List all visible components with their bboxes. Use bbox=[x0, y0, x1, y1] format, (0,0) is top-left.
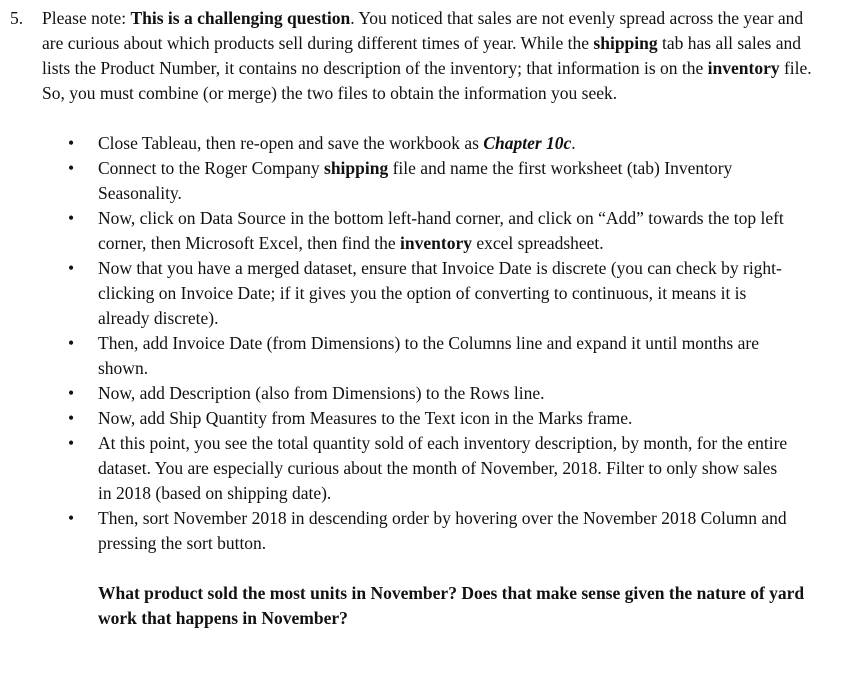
list-item bbox=[68, 506, 794, 556]
text-segment: inventory bbox=[400, 233, 472, 253]
list-item bbox=[68, 331, 794, 381]
text-segment: Now, add Ship Quantity from Measures to the Text icon in the Marks frame. bbox=[98, 408, 633, 428]
text-segment: Then, add Invoice Date (from Dimensions) to the Columns line and expand it until months are shown. bbox=[98, 333, 759, 378]
text-segment: . You noticed that sales are not evenly spread across the year and are curious about which products sell during different times of year. While the bbox=[42, 8, 804, 53]
list-item bbox=[68, 206, 794, 256]
list-item bbox=[68, 256, 794, 331]
text-segment: Then, sort November 2018 in descending order by hovering over the November 2018 Column and pressing the sort button. bbox=[98, 508, 787, 553]
bullet-list bbox=[0, 131, 794, 556]
text-segment: At this point, you see the total quantity sold of each inventory description, by month, for the entire dataset. You are especially curious about the month of November, 2018. Filter to only show sales in 2018 (based on shipping date). bbox=[98, 433, 788, 503]
text-segment: inventory bbox=[707, 58, 780, 78]
numbered-list-item-5 bbox=[0, 6, 844, 106]
text-segment: Now, add Description (also from Dimensions) to the Rows line. bbox=[98, 383, 545, 403]
final-question-paragraph bbox=[0, 581, 824, 631]
question-intro-paragraph bbox=[42, 6, 842, 106]
item-number: 5. bbox=[10, 8, 24, 28]
text-segment: shipping bbox=[593, 33, 658, 53]
text-segment: Please note: bbox=[42, 8, 131, 28]
text-segment: shipping bbox=[324, 158, 389, 178]
list-item bbox=[68, 381, 794, 406]
list-item bbox=[68, 156, 794, 206]
text-segment: tab has all sales and lists the Product Number, it contains no description of the inventory; that information is on the bbox=[42, 33, 801, 78]
text-segment: Connect to the Roger Company bbox=[98, 158, 325, 178]
list-item bbox=[68, 406, 794, 431]
text-segment: . bbox=[571, 133, 576, 153]
text-segment: excel spreadsheet. bbox=[472, 233, 604, 253]
list-item bbox=[68, 131, 794, 156]
text-segment: Now, click on Data Source in the bottom left-hand corner, and click on “Add” towards the top left corner, then Microsoft Excel, then find the bbox=[98, 208, 784, 253]
text-segment: Chapter 10c bbox=[483, 133, 572, 153]
text-segment: This is a challenging question bbox=[130, 8, 351, 28]
text-segment: Close Tableau, then re-open and save the workbook as bbox=[98, 133, 484, 153]
text-segment: Now that you have a merged dataset, ensure that Invoice Date is discrete (you can check by right-clicking on Invoice Date; if it gives you the option of converting to continuous, it means it is already discrete). bbox=[98, 258, 782, 328]
text-segment: What product sold the most units in November? Does that make sense given the nature of yard work that happens in November? bbox=[98, 583, 805, 628]
text-segment: file and name the first worksheet (tab) Inventory Seasonality. bbox=[98, 158, 733, 203]
text-segment: file. So, you must combine (or merge) the two files to obtain the information you seek. bbox=[42, 58, 812, 103]
list-item bbox=[68, 431, 794, 506]
